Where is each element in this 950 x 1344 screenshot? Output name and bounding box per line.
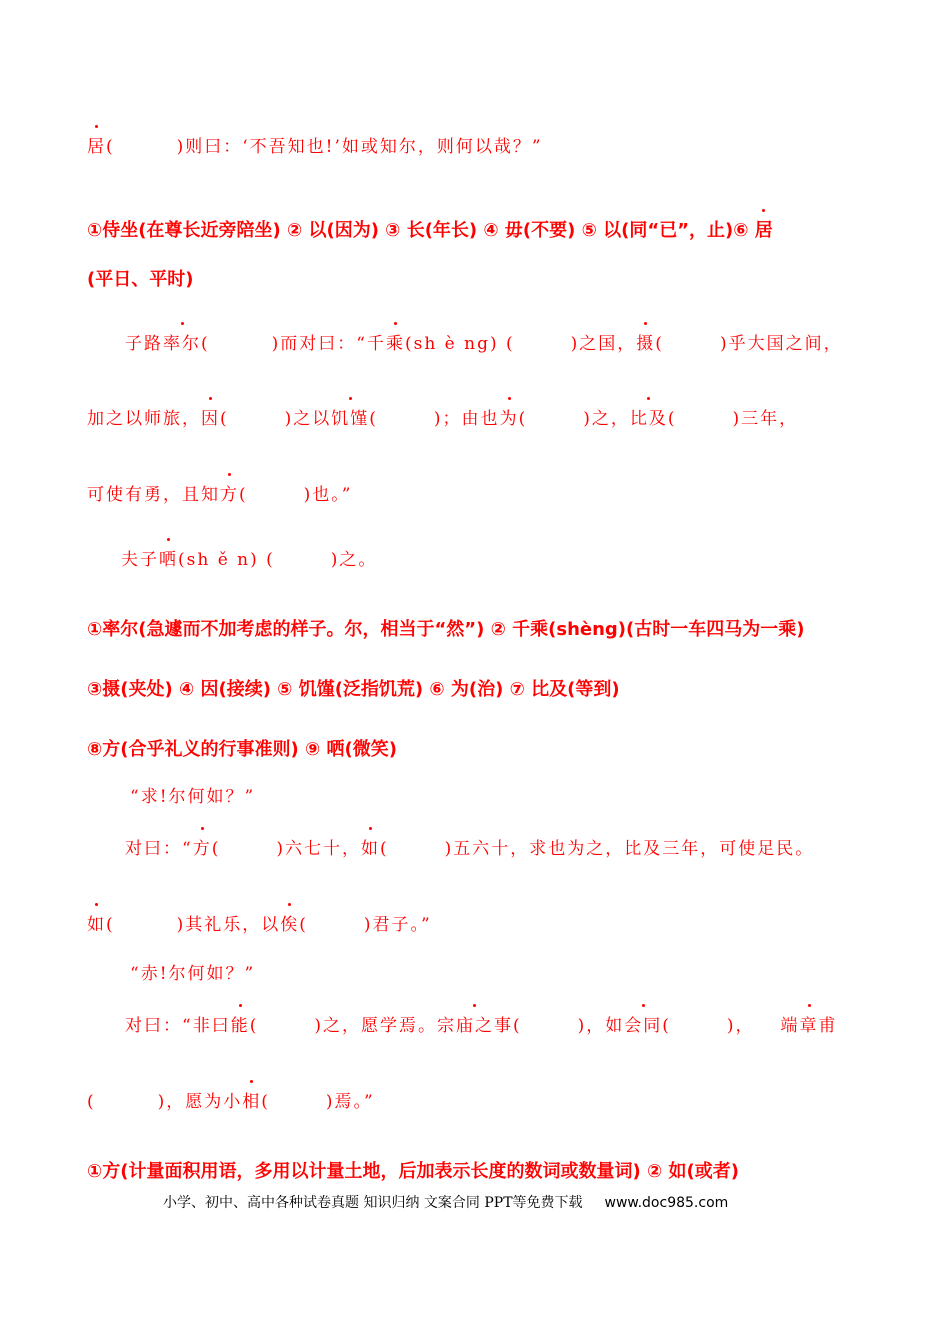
text-fragment: )乎大国之间， [719, 334, 843, 354]
text-fragment: 子路 [125, 334, 163, 354]
text-fragment: )君子。” [363, 915, 432, 935]
text-fragment: ( [249, 1016, 259, 1036]
dotted-word: 居 [87, 132, 106, 157]
text-fragment: ( [379, 839, 389, 859]
answer-line-2 [87, 265, 193, 291]
text-fragment: )，愿为小 [157, 1092, 243, 1112]
text-fragment: 对曰：“ [125, 839, 193, 859]
text-fragment: 加之以师旅， [87, 409, 201, 429]
text-fragment: )之国， [570, 334, 637, 354]
text-fragment: )之。 [330, 550, 378, 570]
page-footer [163, 1192, 728, 1212]
text-fragment: )五六十，求也为之，比及三年，可使足民。 [444, 839, 815, 859]
text-fragment: )三年， [732, 409, 799, 429]
text-fragment: 可使有勇，且知 [87, 485, 220, 505]
text-fragment: ( [87, 1092, 96, 1112]
answer-line-5 [87, 735, 397, 761]
answer-line-6 [87, 1157, 739, 1183]
answer-text: ①方(计量面积用语，多用以计量土地，后加表示长度的数词或数量词) ② 如(或者) [87, 1161, 739, 1182]
text-fragment: )之以 [284, 409, 332, 429]
text-fragment: )焉。” [325, 1092, 375, 1112]
text-fragment: 对曰：“非曰 [125, 1016, 231, 1036]
dotted-word: 方 [220, 480, 239, 505]
text-fragment: 夫子 [121, 550, 159, 570]
text-fragment: ( [655, 334, 664, 354]
dotted-word: 如 [361, 834, 380, 859]
dotted-word: 摄 [636, 329, 655, 354]
footer-text: 小学、初中、高中各种试卷真题 知识归纳 文案合同 PPT等免费下载 [163, 1195, 583, 1211]
text-line-2 [125, 329, 843, 354]
text-line-11 [87, 1087, 375, 1112]
dotted-word: 宗庙之事 [437, 1011, 513, 1036]
answer-text: ⑧方(合乎礼义的行事准则) ⑨ 哂(微笑) [87, 739, 397, 760]
text-fragment: ( [662, 1016, 671, 1036]
answer-line-1 [87, 216, 773, 242]
text-fragment: ( [239, 485, 248, 505]
text-fragment: ( [512, 1016, 522, 1036]
dotted-word: 为 [500, 404, 519, 429]
dotted-word: 如 [87, 910, 106, 935]
text-fragment: ( [220, 409, 229, 429]
answer-text: ③摄(夹处) ④ 因(接续) ⑤ 饥馑(泛指饥荒) ⑥ 为(治) ⑦ 比及(等到) [87, 679, 620, 700]
text-fragment: )之，愿学焉。 [314, 1016, 437, 1036]
text-fragment: )，如 [577, 1016, 625, 1036]
text-fragment: ( [211, 839, 221, 859]
answer-line-3 [87, 615, 804, 641]
dotted-word: 方 [193, 834, 212, 859]
answer-text: ①侍坐(在尊长近旁陪坐) ② 以(因为) ③ 长(年长) ④ 毋(不要) ⑤ 以(同“已”，止)⑥ [87, 220, 755, 241]
answer-text: (平日、平时) [87, 269, 194, 290]
text-fragment: )六七十， [276, 839, 361, 859]
text-line-9 [130, 959, 255, 984]
text-fragment: “求!尔何如？” [130, 787, 256, 807]
text-fragment: )其礼乐，以 [176, 915, 281, 935]
text-fragment: )之， [583, 409, 630, 429]
text-line-10 [125, 1011, 838, 1036]
dotted-word: 相 [242, 1087, 261, 1112]
text-fragment: ( [518, 409, 528, 429]
answer-text: ①率尔(急遽而不加考虑的样子。尔，相当于“然”) ② 千乘(shèng)(古时一车四马为一乘) [87, 619, 805, 640]
dotted-word: 因 [201, 404, 220, 429]
text-line-4 [87, 480, 352, 505]
text-fragment: )也。” [303, 485, 353, 505]
dotted-word: 居 [755, 216, 773, 242]
text-line-6 [130, 782, 255, 807]
text-fragment: ( [299, 915, 308, 935]
text-line-5 [121, 545, 377, 570]
answer-line-4 [87, 675, 620, 701]
text-fragment: ( [261, 1092, 270, 1112]
dotted-word: 会同 [624, 1011, 662, 1036]
text-fragment: )则曰：‘不吾知也!’如或知尔，则何以哉？” [176, 137, 543, 157]
dotted-word: 比及 [630, 404, 668, 429]
text-line-7 [125, 834, 814, 859]
text-line-8 [87, 910, 432, 935]
dotted-word: 哂 [159, 545, 178, 570]
text-fragment: ( [369, 409, 378, 429]
dotted-word: 率尔 [163, 329, 201, 354]
footer-url: www.doc985.com [604, 1195, 729, 1211]
text-fragment: )， [726, 1016, 755, 1036]
text-fragment: (sh è ng) ( [404, 334, 515, 354]
text-fragment: “赤!尔何如？” [130, 964, 256, 984]
text-fragment: (sh ě n) ( [178, 550, 275, 570]
text-line-1 [87, 132, 543, 157]
text-fragment: )；由也 [433, 409, 500, 429]
dotted-word: 乘 [386, 329, 405, 354]
dotted-word: 端章甫 [781, 1011, 838, 1036]
dotted-word: 俟 [280, 910, 299, 935]
text-fragment: )而对曰：“千 [271, 334, 386, 354]
text-line-3 [87, 404, 798, 429]
dotted-word: 能 [231, 1011, 250, 1036]
dotted-word: 饥馑 [331, 404, 369, 429]
text-fragment: ( [106, 915, 115, 935]
text-fragment: ( [106, 137, 115, 157]
text-fragment: ( [201, 334, 210, 354]
text-fragment: ( [667, 409, 677, 429]
